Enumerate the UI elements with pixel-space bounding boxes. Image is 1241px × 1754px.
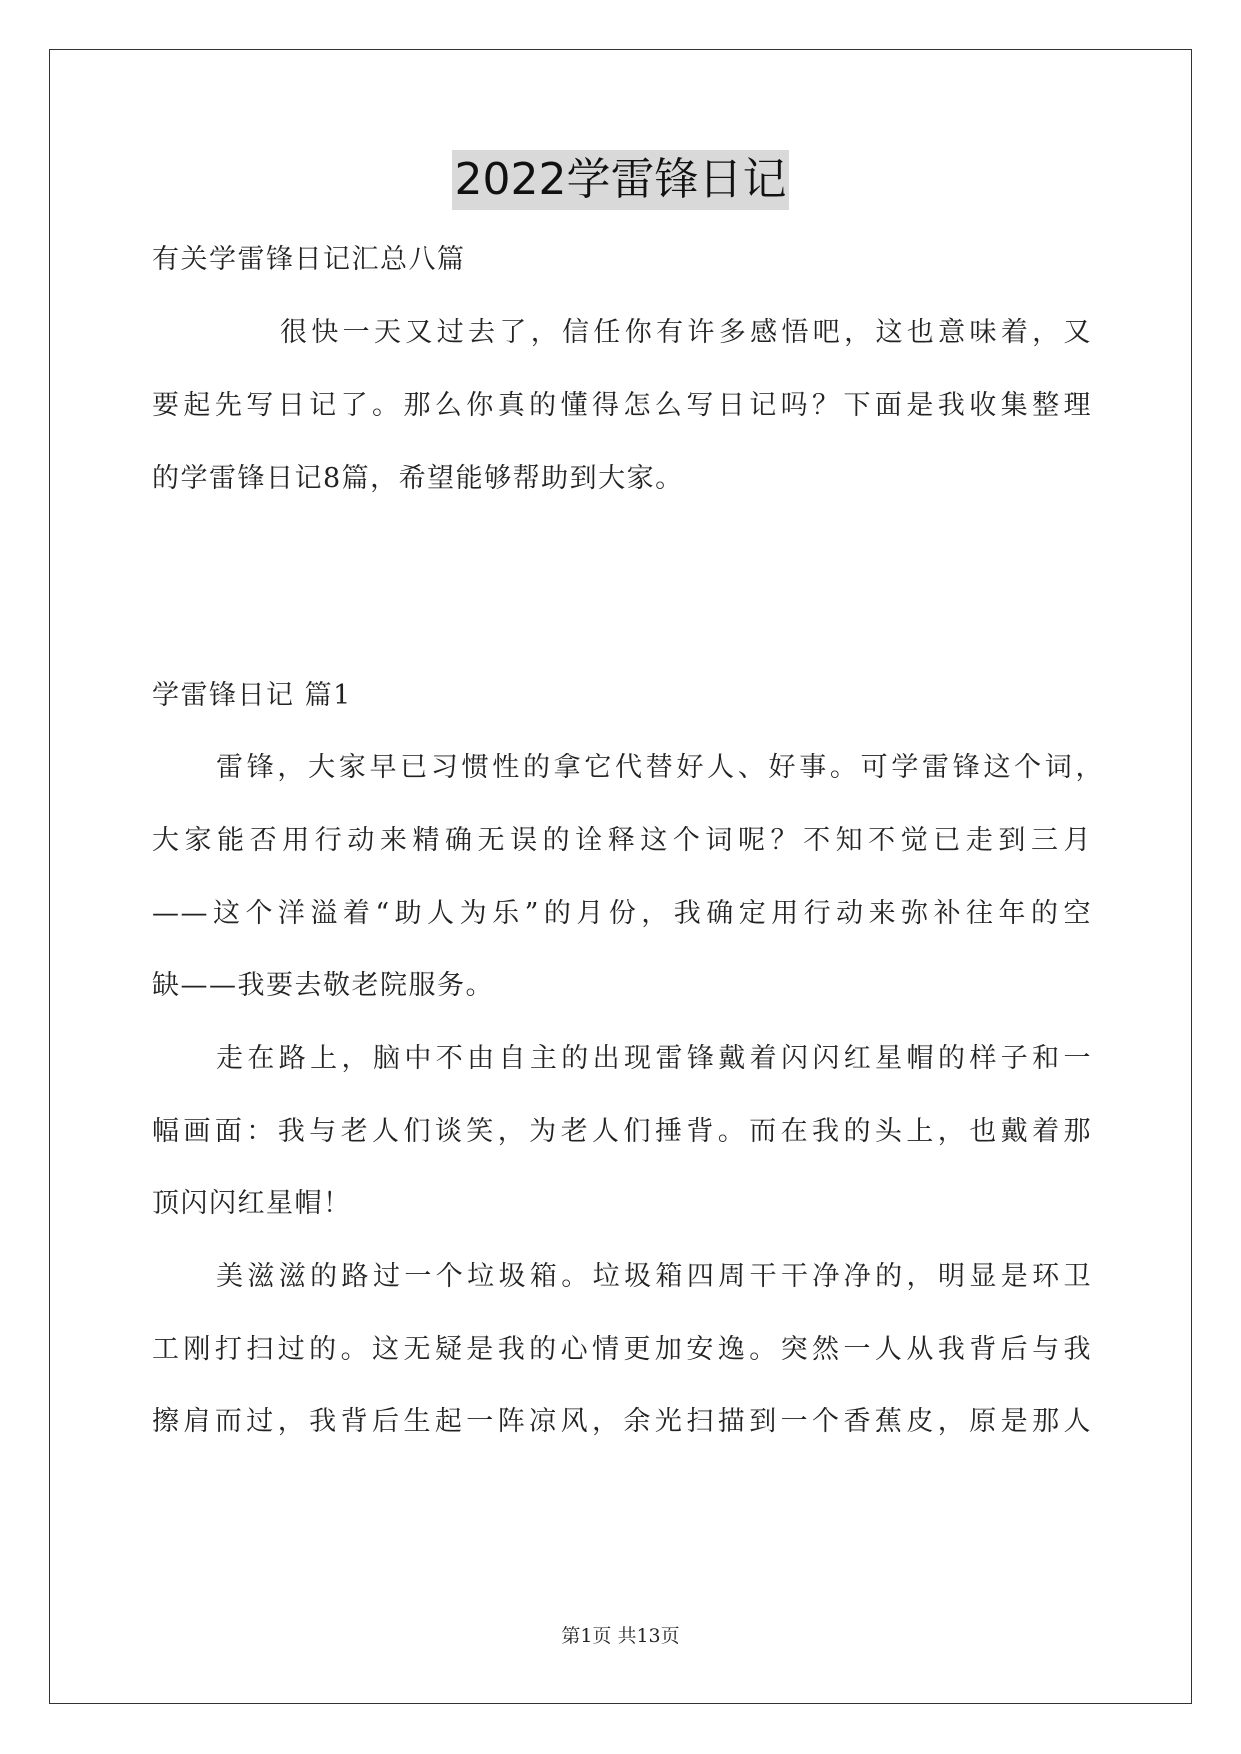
page-footer: 第1页 共13页 [561,1625,680,1647]
paragraph1-line-4: 缺——我要去敬老院服务。 [152,970,494,1001]
paragraph1-line-1: 雷锋，大家早已习惯性的拿它代替好人、好事。可学雷锋这个词， [216,752,1104,783]
paragraph3-line-1: 美滋滋的路过一个垃圾箱。垃圾箱四周干干净净的，明显是环卫 [216,1261,1092,1292]
paragraph1-line-2: 大家能否用行动来精确无误的诠释这个词呢？不知不觉已走到三月 [152,825,1092,856]
paragraph2-line-2: 幅画面：我与老人们谈笑，为老人们捶背。而在我的头上，也戴着那 [152,1116,1092,1147]
paragraph2-line-1: 走在路上，脑中不由自主的出现雷锋戴着闪闪红星帽的样子和一 [216,1043,1092,1074]
page-border [49,49,1192,1704]
title-container [0,150,1241,210]
intro-line-2: 要起先写日记了。那么你真的懂得怎么写日记吗？下面是我收集整理 [152,390,1092,421]
document-title: 2022学雷锋日记 [452,150,790,210]
paragraph3-line-3: 擦肩而过，我背后生起一阵凉风，余光扫描到一个香蕉皮，原是那人 [152,1406,1092,1437]
paragraph1-line-3: ——这个洋溢着“助人为乐”的月份，我确定用行动来弥补往年的空 [152,898,1092,929]
intro-line-3: 的学雷锋日记8篇，希望能够帮助到大家。 [152,463,684,494]
paragraph2-line-3: 顶闪闪红星帽！ [152,1188,352,1219]
intro-line-1: 很快一天又过去了，信任你有许多感悟吧，这也意味着，又 [280,317,1092,348]
section-heading: 学雷锋日记 篇1 [152,680,352,711]
paragraph3-line-2: 工刚打扫过的。这无疑是我的心情更加安逸。突然一人从我背后与我 [152,1334,1092,1365]
subtitle: 有关学雷锋日记汇总八篇 [152,244,466,275]
